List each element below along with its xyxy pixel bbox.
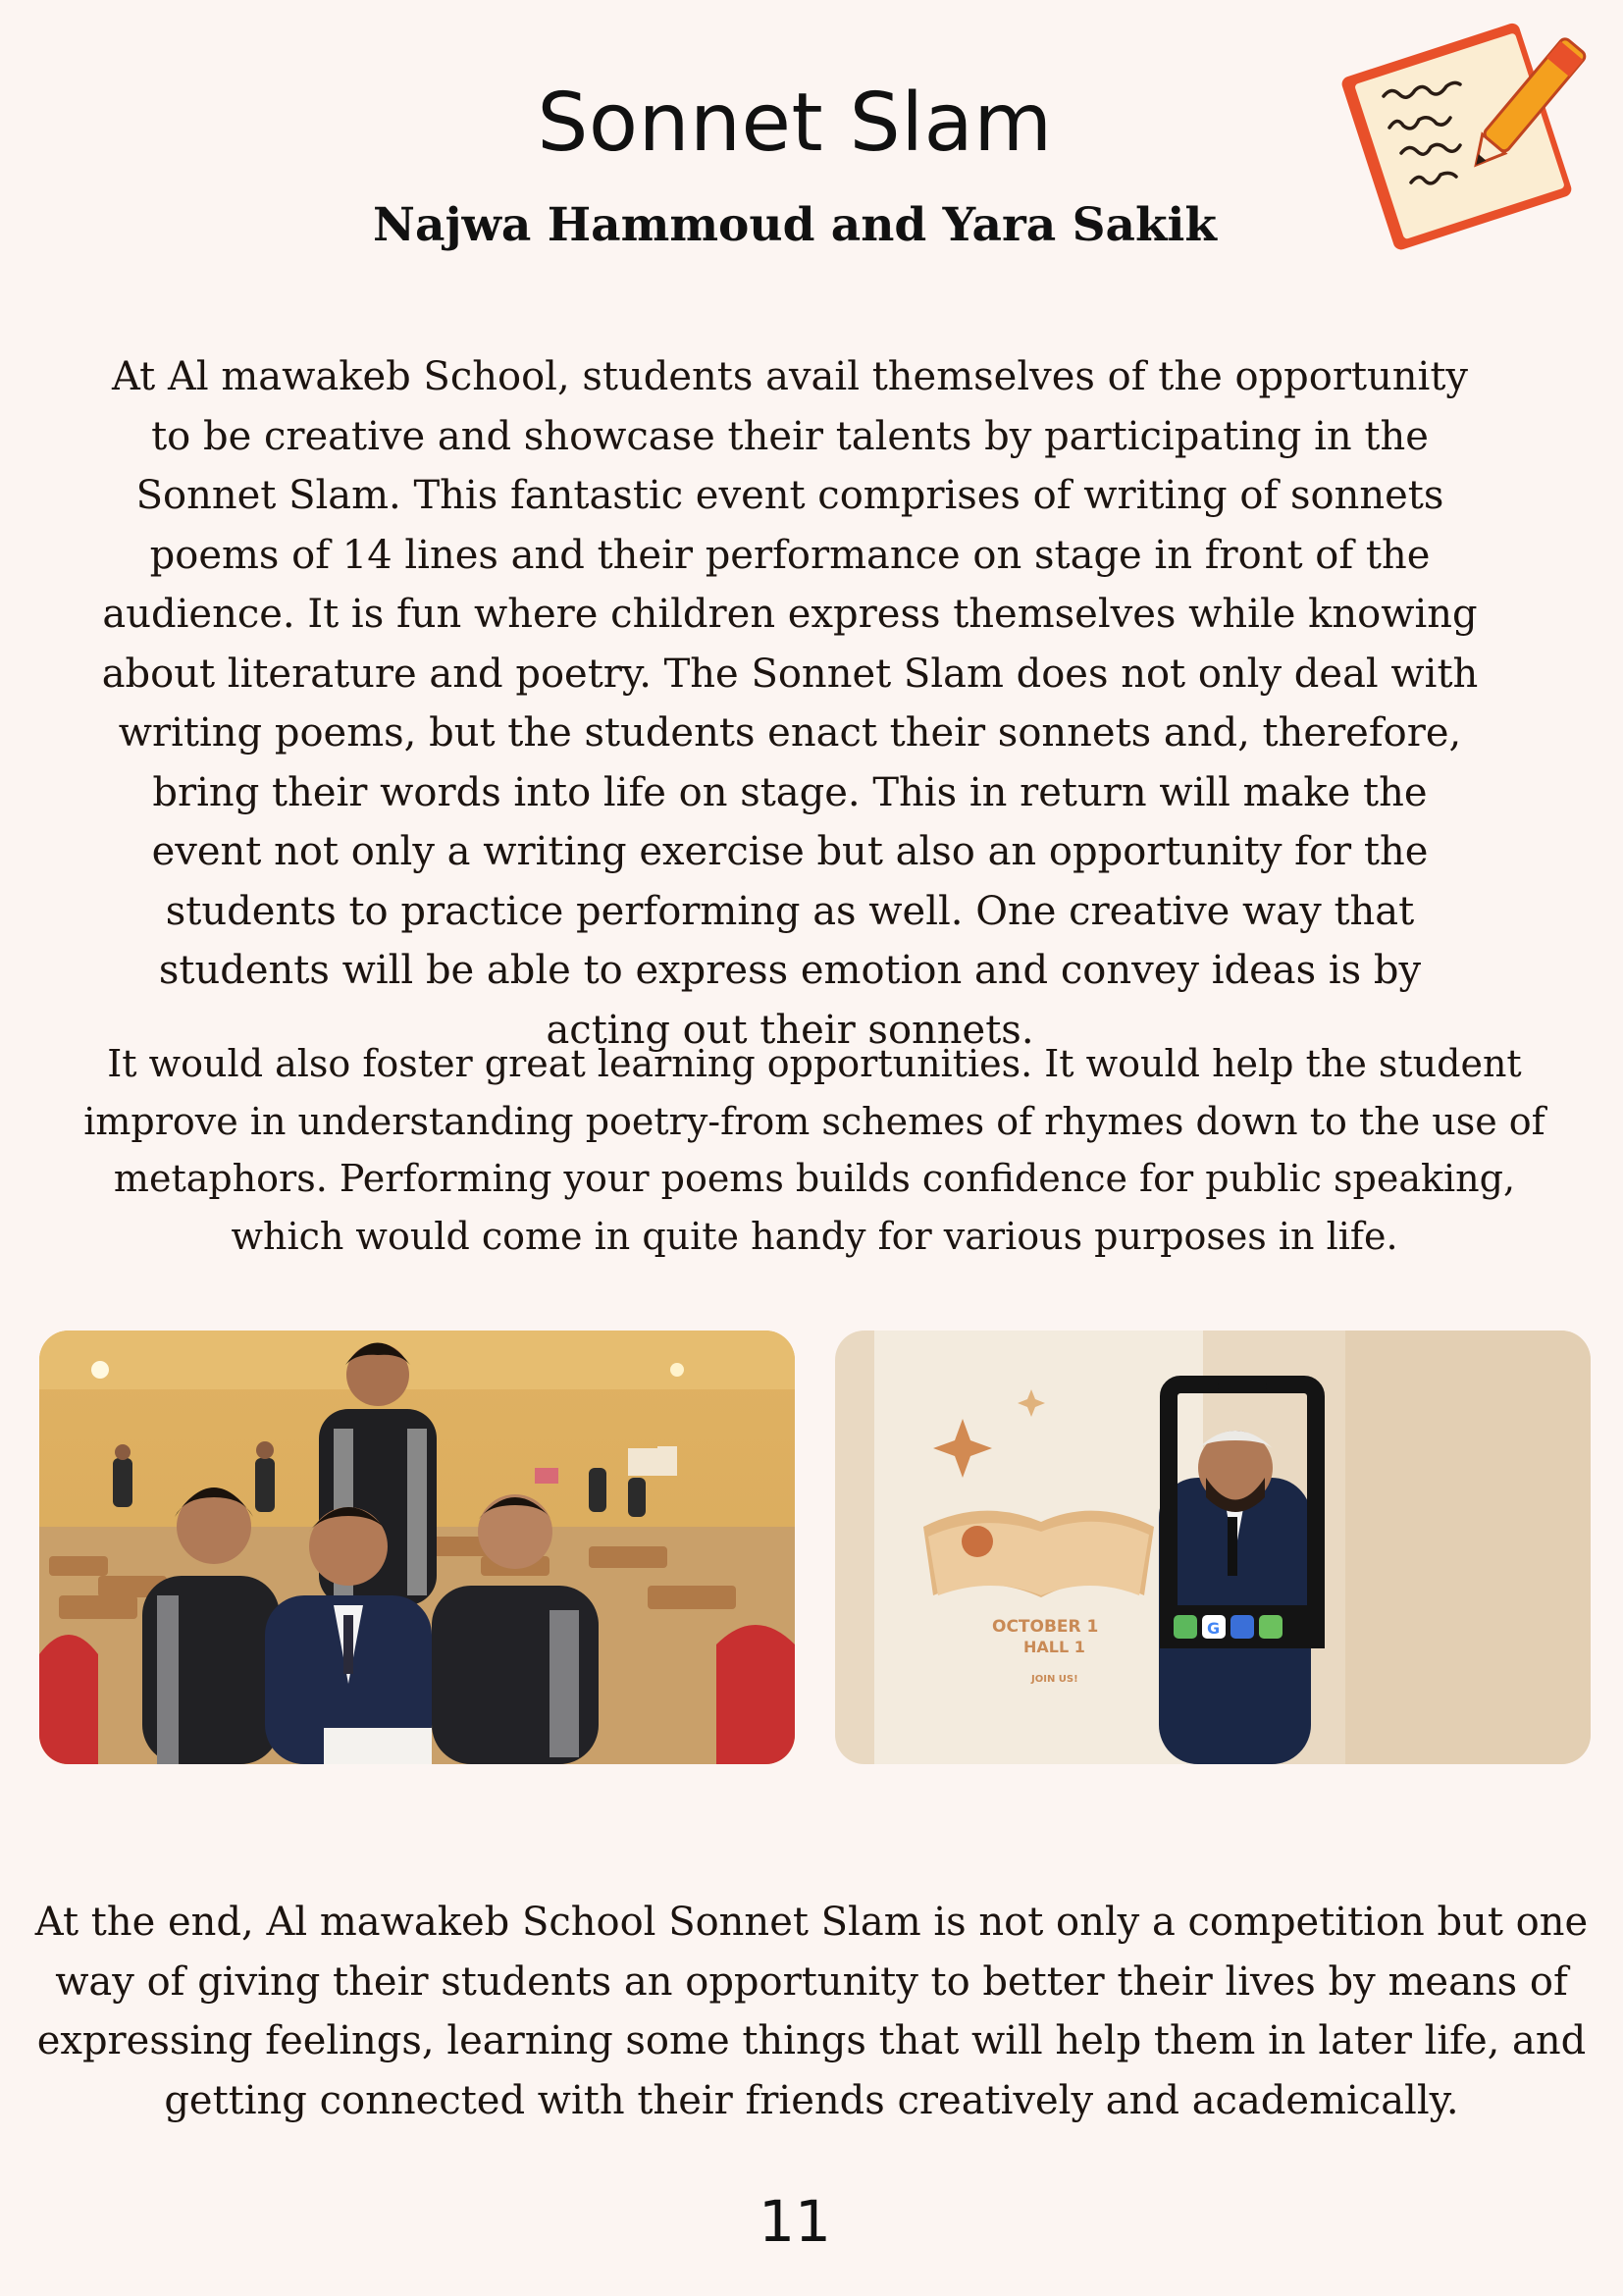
poster-date: OCTOBER 1: [992, 1617, 1099, 1637]
poster-call-to-action: JOIN US!: [1031, 1674, 1078, 1685]
paragraph-learning: It would also foster great learning opportunities. It would help the student improve in understanding poetry-from schemes of rhymes down to the use of metaphors. Performing your poems builds confidence for public speaking, which would come in quite handy for various purposes in life.: [83, 1042, 1545, 1258]
paragraph-conclusion: At the end, Al mawakeb School Sonnet Slam is not only a competition but one way of giving their students an opportunity to better their lives by means of expressing feelings, learning some things that will help them in later life, and getting connected with their friends creatively and academically.: [34, 1900, 1589, 2123]
page-title: Sonnet Slam: [537, 77, 1053, 170]
performer-photo: [835, 1331, 1591, 1764]
authors-byline: Najwa Hammoud and Yara Sakik: [373, 198, 1217, 252]
students-group-photo: [39, 1331, 795, 1764]
page-number: 11: [759, 2188, 831, 2255]
frame-app-icon-letter: G: [1207, 1619, 1221, 1638]
poster-venue: HALL 1: [1023, 1638, 1085, 1656]
paragraph-intro: At Al mawakeb School, students avail themselves of the opportunity to be creative and showcase their talents by participating in the Sonnet Slam. This fantastic event comprises of writing of sonnets poems of 14 lines and their performance on stage in front of the audience. It is fun where children express themselves while knowing about literature and poetry. The Sonnet Slam does not only deal with writing poems, but the students enact their sonnets and, therefore, bring their words into life on stage. This in return will make the event not only a writing exercise but also an opportunity for the students to practice performing as well. One creative way that students will be able to express emotion and convey ideas is by acting out their sonnets.: [101, 354, 1479, 1053]
